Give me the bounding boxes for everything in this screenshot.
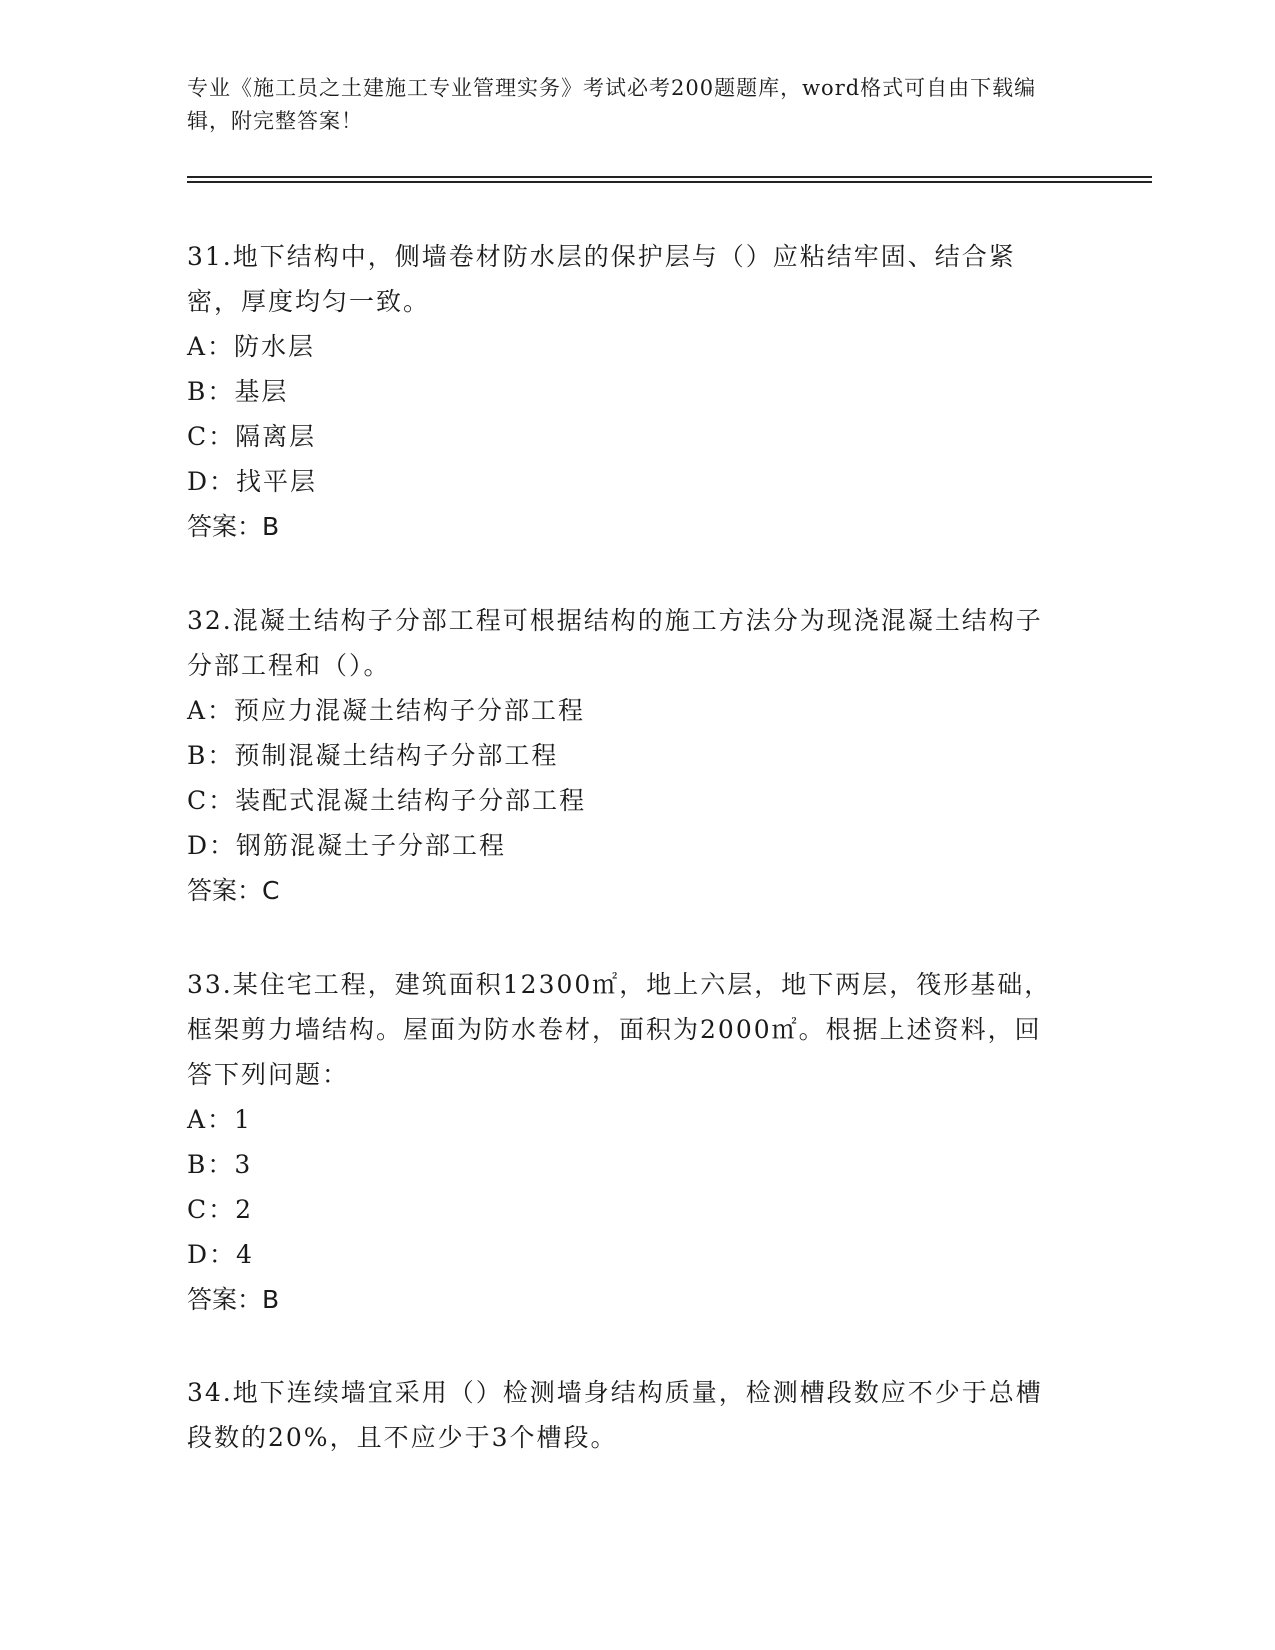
header-divider-bottom — [187, 181, 1152, 183]
question-34 — [187, 1370, 1067, 1460]
question-stem: 31.地下结构中，侧墙卷材防水层的保护层与（）应粘结牢固、结合紧密，厚度均匀一致。 — [187, 242, 1016, 316]
option-b: B：基层 — [187, 377, 289, 406]
option-b: B：预制混凝土结构子分部工程 — [187, 741, 559, 770]
option-c: C：2 — [187, 1195, 254, 1224]
answer: 答案：B — [187, 1285, 280, 1314]
option-a: A：1 — [187, 1105, 252, 1134]
option-d: D：钢筋混凝土子分部工程 — [187, 831, 507, 860]
answer: 答案：B — [187, 512, 280, 541]
option-a: A：防水层 — [187, 332, 316, 361]
question-33 — [187, 962, 1067, 1322]
question-31 — [187, 234, 1067, 549]
option-d: D：找平层 — [187, 467, 318, 496]
answer: 答案：C — [187, 876, 280, 905]
question-stem: 32.混凝土结构子分部工程可根据结构的施工方法分为现浇混凝土结构子分部工程和（）。 — [187, 606, 1043, 680]
header-divider-top — [187, 176, 1152, 178]
document-header: 专业《施工员之土建施工专业管理实务》考试必考200题题库，word格式可自由下载编辑，附完整答案！ — [187, 76, 1037, 133]
option-a: A：预应力混凝土结构子分部工程 — [187, 696, 586, 725]
question-stem: 33.某住宅工程，建筑面积12300㎡，地上六层，地下两层，筏形基础，框架剪力墙结构。屋面为防水卷材，面积为2000㎡。根据上述资料，回答下列问题： — [187, 970, 1052, 1089]
option-d: D：4 — [187, 1240, 254, 1269]
option-b: B：3 — [187, 1150, 253, 1179]
question-stem: 34.地下连续墙宜采用（）检测墙身结构质量，检测槽段数应不少于总槽段数的20%，且不应少于3个槽段。 — [187, 1378, 1043, 1452]
option-c: C：隔离层 — [187, 422, 317, 451]
question-32 — [187, 598, 1067, 913]
option-c: C：装配式混凝土结构子分部工程 — [187, 786, 587, 815]
